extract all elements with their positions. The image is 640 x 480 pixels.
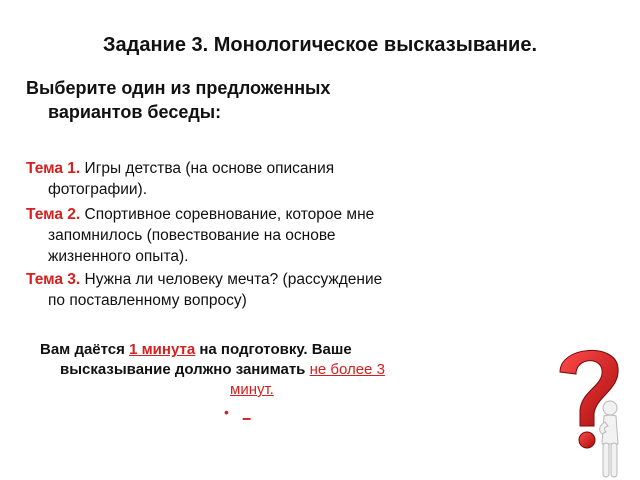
topic-1-line-1: Игры детства (на основе описания	[84, 160, 335, 177]
note-part-3: высказывание должно занимать	[60, 361, 306, 378]
topic-2-line-3: жизненного опыта).	[48, 248, 189, 265]
topic-2-line-1: Спортивное соревнование, которое мне	[84, 206, 375, 223]
thinking-figure	[600, 401, 618, 477]
topic-2-label: Тема 2.	[26, 206, 81, 223]
topic-3-line-2: по поставленному вопросу)	[48, 292, 247, 309]
empty-bullet	[224, 404, 251, 420]
topic-2-line-2: запомнилось (повествование на основе	[48, 227, 336, 244]
topic-3-label: Тема 3.	[26, 271, 81, 288]
question-mark-person-icon	[548, 338, 628, 480]
note-highlight-2a: не более 3	[309, 361, 385, 378]
question-mark-dot	[579, 432, 595, 448]
note-highlight-2b: минут.	[230, 381, 274, 398]
topic-1-line-2: фотографии).	[48, 181, 148, 198]
bullet-text: _	[242, 404, 251, 420]
slide-title: Задание 3. Монологическое высказывание.	[102, 34, 538, 56]
note-line-3	[40, 380, 460, 400]
time-note	[40, 340, 460, 400]
bullet-mark: •	[224, 404, 229, 420]
note-highlight-1: 1 минута	[129, 341, 196, 358]
topic-1-label: Тема 1.	[26, 160, 81, 177]
note-part-1: Вам даётся	[40, 341, 125, 358]
instruction-heading	[26, 76, 406, 124]
topic-1	[26, 158, 446, 200]
heading-line-1: Выберите один из предложенных	[26, 78, 331, 98]
heading-line-2: вариантов беседы:	[48, 102, 222, 122]
topic-3-line-1: Нужна ли человеку мечта? (рассуждение	[84, 271, 383, 288]
topic-2	[26, 204, 446, 267]
topic-3	[26, 269, 446, 311]
note-part-2: на подготовку. Ваше	[199, 341, 352, 358]
note-line-2	[40, 360, 460, 380]
